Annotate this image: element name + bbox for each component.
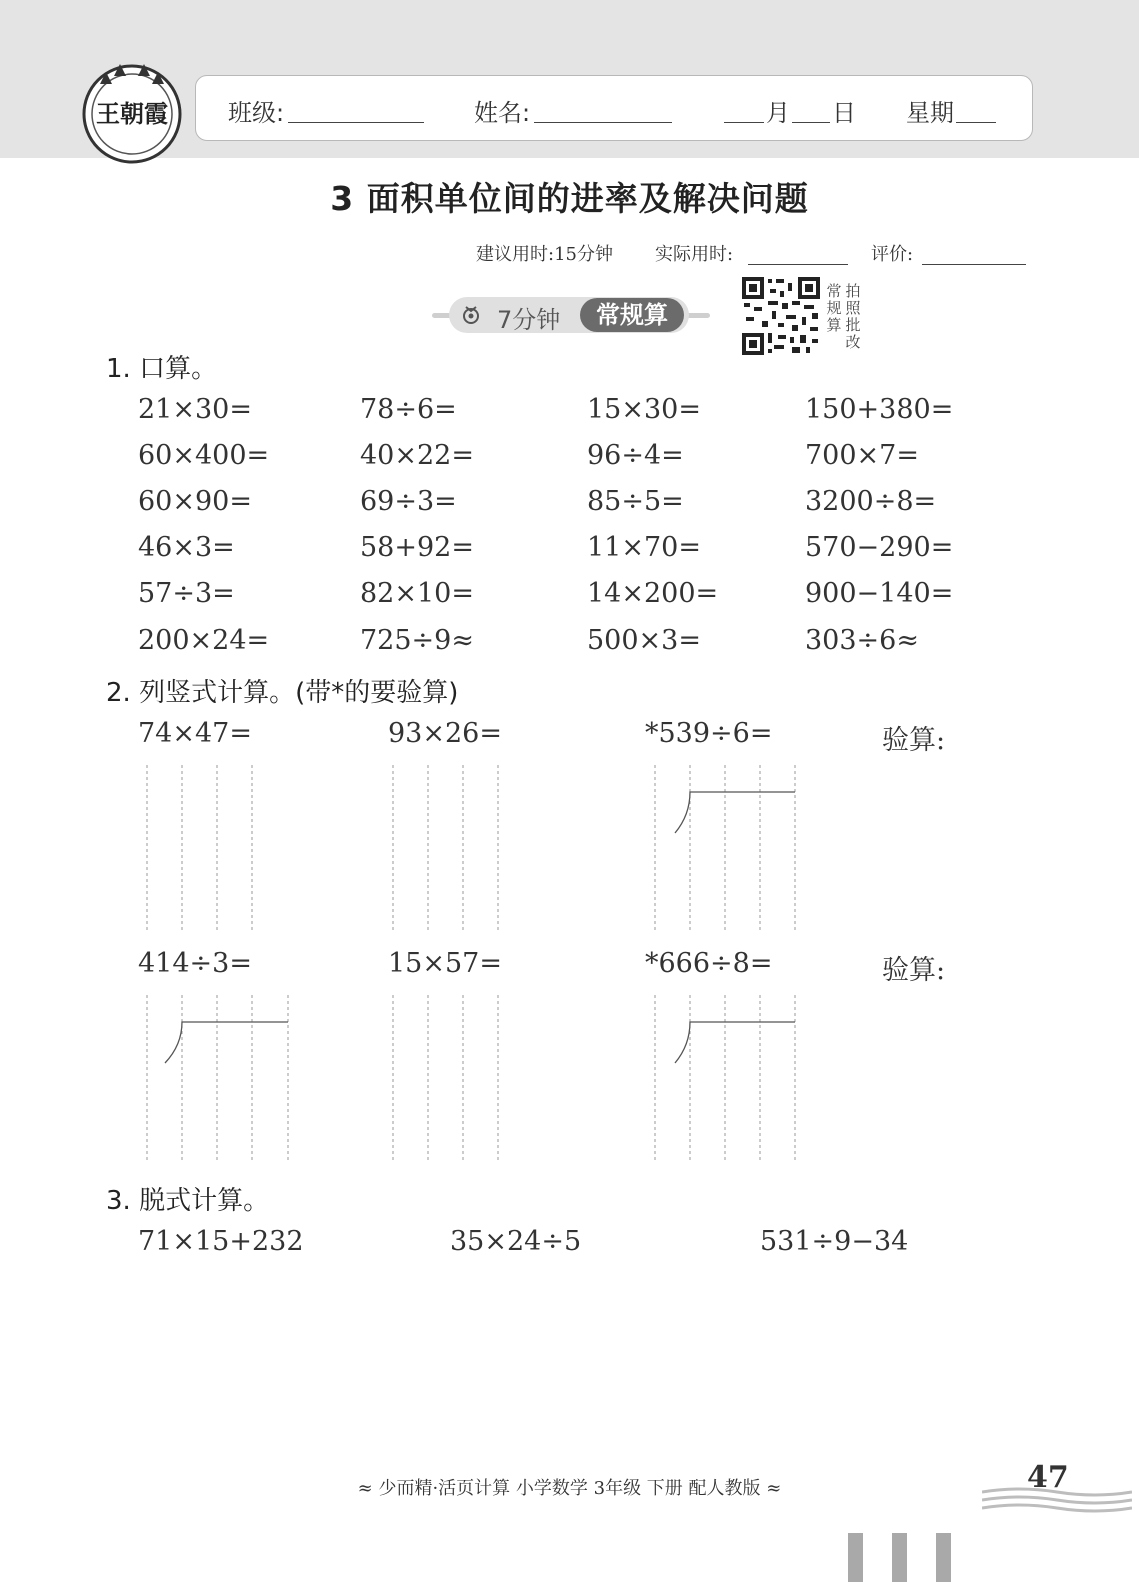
- oral-problem: 58+92=: [360, 532, 474, 563]
- name-label: 姓名:: [474, 99, 531, 127]
- check-label: 验算:: [882, 955, 946, 986]
- bottom-bar: [892, 1533, 907, 1582]
- weekday-label: 星期: [906, 99, 954, 127]
- footer-text: ≈ 少而精·活页计算 小学数学 3年级 下册 配人教版 ≈: [357, 1478, 782, 1499]
- vertical-problem: 414÷3=: [138, 948, 252, 979]
- bottom-bar: [936, 1533, 951, 1582]
- day-label: 日: [832, 99, 856, 127]
- oral-problem: 82×10=: [360, 578, 474, 609]
- oral-problem: 85÷5=: [587, 486, 684, 517]
- oral-problem: 3200÷8=: [805, 486, 937, 517]
- logo-text: 王朝霞: [96, 99, 168, 128]
- actual-time-label: 实际用时:: [655, 244, 734, 265]
- oral-problem: 21×30=: [138, 394, 252, 425]
- oral-problem: 700×7=: [805, 440, 919, 471]
- oral-problem: 15×30=: [587, 394, 701, 425]
- section-time: 7分钟: [497, 306, 561, 334]
- page-number: 47: [1027, 1460, 1069, 1495]
- oral-problem: 96÷4=: [587, 440, 684, 471]
- qr-caption-1: 常规算: [826, 282, 842, 334]
- page-title: 3 面积单位间的进率及解决问题: [330, 179, 809, 218]
- vertical-problem: 74×47=: [138, 718, 252, 749]
- oral-problem: 500×3=: [587, 625, 701, 656]
- vertical-problem: *666÷8=: [645, 948, 773, 979]
- oral-problem: 60×400=: [138, 440, 270, 471]
- bottom-bar: [848, 1533, 863, 1582]
- wave-decoration: [982, 1486, 1132, 1520]
- oral-problem: 303÷6≈: [805, 625, 919, 656]
- oral-problem: 14×200=: [587, 578, 719, 609]
- vertical-problem: *539÷6=: [645, 718, 773, 749]
- stepwise-problem: 35×24÷5: [450, 1226, 582, 1257]
- oral-problem: 200×24=: [138, 625, 270, 656]
- section1-heading: 1. 口算。: [106, 354, 218, 384]
- evaluation-label: 评价:: [871, 244, 914, 265]
- month-label: 月: [766, 99, 790, 127]
- oral-problem: 69÷3=: [360, 486, 457, 517]
- oral-problem: 46×3=: [138, 532, 235, 563]
- oral-problem: 40×22=: [360, 440, 474, 471]
- vertical-problem: 93×26=: [388, 718, 502, 749]
- vertical-problem: 15×57=: [388, 948, 502, 979]
- qr-caption-2: 拍照批改: [845, 282, 861, 351]
- section3-heading: 3. 脱式计算。: [106, 1186, 270, 1216]
- oral-problem: 725÷9≈: [360, 625, 474, 656]
- oral-problem: 57÷3=: [138, 578, 235, 609]
- section2-heading: 2. 列竖式计算。(带*的要验算): [106, 678, 459, 708]
- oral-problem: 11×70=: [587, 532, 701, 563]
- oral-problem: 60×90=: [138, 486, 252, 517]
- stepwise-problem: 531÷9−34: [760, 1226, 909, 1257]
- oral-problem: 570−290=: [805, 532, 954, 563]
- oral-problem: 78÷6=: [360, 394, 457, 425]
- oral-problem: 150+380=: [805, 394, 954, 425]
- section-label: 常规算: [580, 298, 684, 332]
- class-label: 班级:: [228, 99, 285, 127]
- oral-problem: 900−140=: [805, 578, 954, 609]
- stepwise-problem: 71×15+232: [138, 1226, 304, 1257]
- suggested-time: 建议用时:15分钟: [476, 244, 613, 265]
- check-label: 验算:: [882, 725, 946, 756]
